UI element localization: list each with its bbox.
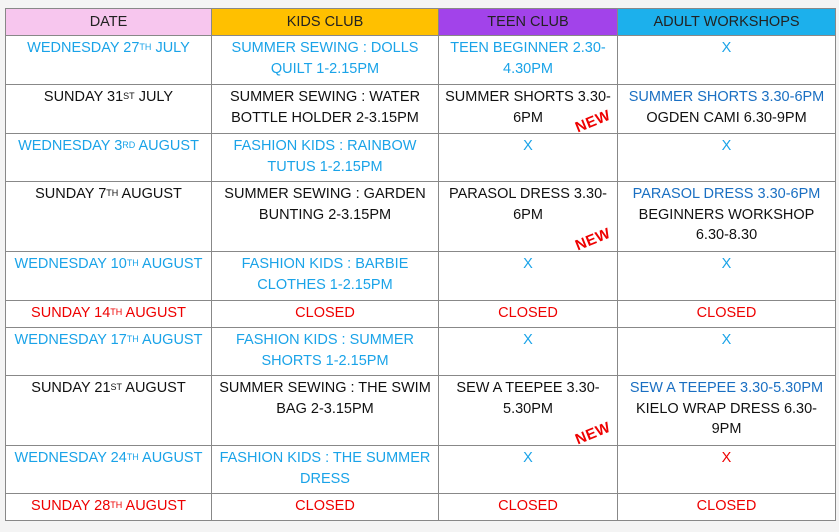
- date-month: AUGUST: [122, 305, 186, 321]
- teen-club-text: SUMMER SHORTS 3.30-6PM: [445, 89, 611, 126]
- date-text: SUNDAY 7: [35, 186, 107, 202]
- kids-club-cell: SUMMER SEWING : GARDEN BUNTING 2-3.15PM: [212, 182, 439, 252]
- date-cell: [6, 376, 212, 446]
- date-suffix: TH: [126, 452, 139, 462]
- date-cell: [6, 446, 212, 494]
- kids-club-cell: CLOSED: [212, 301, 439, 328]
- adult-workshop-line: BEGINNERS WORKSHOP 6.30-8.30: [638, 206, 815, 243]
- date-suffix: TH: [106, 188, 119, 198]
- date-text: WEDNESDAY 17: [14, 332, 127, 348]
- adult-workshop-cell: CLOSED: [618, 301, 836, 328]
- adult-workshop-line: SUMMER SHORTS 3.30-6PM: [628, 89, 825, 105]
- table-row: [6, 182, 836, 252]
- adult-workshop-cell: X: [618, 328, 836, 376]
- date-text: SUNDAY 14: [31, 305, 111, 321]
- teen-club-cell: CLOSED: [439, 494, 618, 521]
- date-cell: [6, 134, 212, 182]
- adult-workshop-line: KIELO WRAP DRESS 6.30-9PM: [635, 400, 818, 437]
- date-suffix: TH: [110, 307, 123, 317]
- date-text: WEDNESDAY 27: [27, 40, 140, 56]
- date-cell: [6, 85, 212, 134]
- date-cell: [6, 182, 212, 252]
- header-row: [6, 9, 836, 36]
- date-suffix: TH: [126, 258, 139, 268]
- date-text: SUNDAY 21: [31, 380, 111, 396]
- teen-club-cell: X: [439, 252, 618, 301]
- teen-club-cell: [439, 85, 618, 134]
- teen-club-text: SEW A TEEPEE 3.30-5.30PM: [456, 380, 600, 417]
- teen-club-text: PARASOL DRESS 3.30-6PM: [449, 186, 607, 223]
- header-teen-club: TEEN CLUB: [439, 9, 618, 36]
- table-row: [6, 36, 836, 85]
- date-month: AUGUST: [138, 450, 203, 466]
- date-month: JULY: [151, 40, 190, 56]
- adult-workshop-cell: [618, 182, 836, 252]
- adult-workshop-cell: X: [618, 134, 836, 182]
- date-cell: [6, 301, 212, 328]
- table-row: [6, 376, 836, 446]
- adult-workshop-cell: [618, 85, 836, 134]
- table-row: [6, 134, 836, 182]
- date-cell: [6, 36, 212, 85]
- date-cell: [6, 252, 212, 301]
- schedule-sheet: [5, 8, 836, 521]
- date-text: SUNDAY 31: [43, 89, 124, 105]
- header-adult-workshops: ADULT WORKSHOPS: [618, 9, 836, 36]
- date-month: AUGUST: [135, 138, 199, 154]
- schedule-table: [5, 8, 836, 521]
- date-suffix: TH: [126, 334, 139, 344]
- teen-club-cell: [439, 182, 618, 252]
- table-row: [6, 328, 836, 376]
- header-date: DATE: [6, 9, 212, 36]
- adult-workshop-line: SEW A TEEPEE 3.30-5.30PM: [629, 380, 824, 396]
- date-suffix: TH: [139, 42, 152, 52]
- adult-workshop-line: PARASOL DRESS 3.30-6PM: [632, 186, 821, 202]
- date-text: SUNDAY 28: [31, 498, 111, 514]
- date-suffix: RD: [122, 140, 136, 150]
- teen-club-cell: X: [439, 446, 618, 494]
- kids-club-cell: SUMMER SEWING : WATER BOTTLE HOLDER 2-3.15PM: [212, 85, 439, 134]
- teen-club-cell: TEEN BEGINNER 2.30-4.30PM: [439, 36, 618, 85]
- date-cell: [6, 494, 212, 521]
- new-badge: NEW: [572, 418, 613, 448]
- date-suffix: ST: [110, 382, 123, 392]
- header-kids-club: KIDS CLUB: [212, 9, 439, 36]
- adult-workshop-cell: CLOSED: [618, 494, 836, 521]
- date-month: AUGUST: [122, 380, 186, 396]
- date-month: AUGUST: [138, 256, 203, 272]
- table-row: [6, 252, 836, 301]
- table-row: [6, 301, 836, 328]
- teen-club-cell: X: [439, 134, 618, 182]
- adult-workshop-line: OGDEN CAMI 6.30-9PM: [646, 109, 807, 126]
- date-text: WEDNESDAY 3: [18, 138, 123, 154]
- kids-club-cell: FASHION KIDS : RAINBOW TUTUS 1-2.15PM: [212, 134, 439, 182]
- kids-club-cell: CLOSED: [212, 494, 439, 521]
- kids-club-cell: SUMMER SEWING : DOLLS QUILT 1-2.15PM: [212, 36, 439, 85]
- new-badge: NEW: [572, 106, 613, 136]
- date-cell: [6, 328, 212, 376]
- kids-club-cell: FASHION KIDS : BARBIE CLOTHES 1-2.15PM: [212, 252, 439, 301]
- teen-club-cell: X: [439, 328, 618, 376]
- kids-club-cell: FASHION KIDS : SUMMER SHORTS 1-2.15PM: [212, 328, 439, 376]
- adult-workshop-cell: [618, 376, 836, 446]
- new-badge: NEW: [572, 224, 613, 254]
- date-month: AUGUST: [118, 186, 182, 202]
- date-month: JULY: [134, 89, 174, 105]
- date-month: AUGUST: [122, 498, 186, 514]
- date-text: WEDNESDAY 24: [14, 450, 127, 466]
- table-row: [6, 494, 836, 521]
- date-suffix: TH: [110, 500, 123, 510]
- kids-club-cell: SUMMER SEWING : THE SWIM BAG 2-3.15PM: [212, 376, 439, 446]
- table-row: [6, 446, 836, 494]
- date-text: WEDNESDAY 10: [14, 256, 127, 272]
- teen-club-cell: CLOSED: [439, 301, 618, 328]
- teen-club-cell: [439, 376, 618, 446]
- adult-workshop-cell: X: [618, 36, 836, 85]
- adult-workshop-cell: X: [618, 252, 836, 301]
- kids-club-cell: FASHION KIDS : THE SUMMER DRESS: [212, 446, 439, 494]
- date-suffix: ST: [123, 91, 135, 101]
- date-month: AUGUST: [138, 332, 203, 348]
- adult-workshop-cell: X: [618, 446, 836, 494]
- table-row: [6, 85, 836, 134]
